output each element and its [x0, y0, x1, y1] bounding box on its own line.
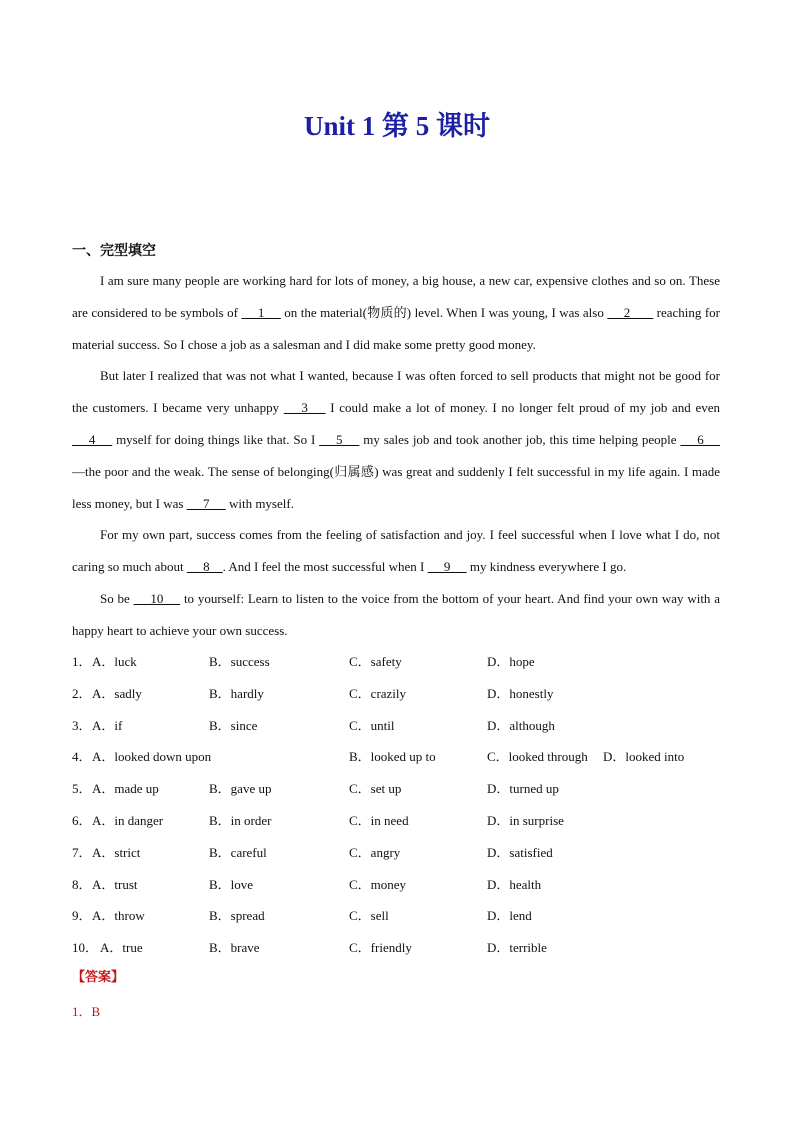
passage-text: reaching for material success. So I chose a job as a salesman and I did make some pretty good money. — [72, 304, 720, 352]
option-a: A．sadly — [92, 685, 142, 701]
passage-text: But later I realized that was not what I wanted, because I was often forced to sell products that might not be good for the customers. I became very unhappy — [72, 368, 720, 416]
option-row-8 — [72, 869, 720, 901]
question-number: 8． — [72, 876, 92, 892]
passage-text: on the material(物质的) level. When I was young, I was also — [280, 304, 608, 320]
option-b: B．gave up — [209, 781, 272, 797]
option-a: A．throw — [92, 908, 145, 924]
passage-text: . And I feel the most successful when I — [222, 559, 428, 575]
answer-item-1: 1．B — [72, 1004, 101, 1019]
option-c: C．crazily — [349, 685, 407, 701]
option-row-9 — [72, 900, 720, 932]
option-row-10 — [72, 932, 720, 964]
blank-10: __10__ — [133, 590, 181, 606]
option-d: D．health — [487, 876, 542, 892]
option-a: A．luck — [92, 654, 137, 669]
option-row-3 — [72, 710, 720, 742]
blank-5: __5__ — [319, 431, 360, 447]
option-c: C．friendly — [349, 940, 412, 956]
paragraph-4 — [72, 583, 720, 647]
question-number: 4． — [72, 749, 92, 765]
option-row-6 — [72, 805, 720, 837]
passage-text: my sales job and took another job, this time helping people — [359, 431, 681, 447]
option-a: A．if — [92, 717, 123, 733]
option-c: C．sell — [349, 908, 389, 924]
option-d: D．hope — [487, 654, 535, 669]
option-d: D．in surprise — [487, 812, 564, 828]
option-c: C．safety — [349, 654, 402, 669]
blank-7: __7__ — [186, 495, 226, 511]
option-b: B．spread — [209, 908, 265, 924]
section-heading: 一、完型填空 — [72, 243, 156, 259]
passage-text: So be — [100, 590, 134, 606]
option-d: D．turned up — [487, 781, 559, 797]
option-c: C．angry — [349, 844, 401, 860]
option-b: B．careful — [209, 844, 267, 860]
question-number: 10． — [72, 940, 99, 956]
option-d: D．honestly — [487, 685, 554, 701]
option-d: D．satisfied — [487, 844, 553, 860]
option-a: A．strict — [92, 844, 141, 860]
option-row-1 — [72, 646, 720, 678]
passage-text: —the poor and the weak. The sense of belonging(归属感) was great and suddenly I felt successful in my life again. I made less money, but I was — [72, 463, 720, 511]
option-c: C．money — [349, 876, 407, 892]
option-row-5 — [72, 773, 720, 805]
option-row-7 — [72, 837, 720, 869]
option-a: A．made up — [92, 781, 159, 797]
option-c: C．looked through — [487, 749, 588, 765]
option-b: B．success — [209, 654, 270, 669]
paragraph-3 — [72, 519, 720, 583]
option-a: A．in danger — [92, 812, 164, 828]
option-b: B．hardly — [209, 685, 264, 701]
blank-8: __8__ — [186, 559, 223, 575]
passage-text: I am sure many people are working hard for lots of money, a big house, a new car, expensive clothes and so on. These are considered to be symbols of — [72, 273, 720, 320]
passage-text: with myself. — [225, 495, 294, 511]
question-number: 6． — [72, 812, 92, 828]
option-b: B．brave — [209, 940, 260, 956]
option-d: D．terrible — [487, 940, 547, 956]
passage-text: For my own part, success comes from the feeling of satisfaction and joy. I feel successful when I love what I do, not caring so much about — [72, 527, 720, 575]
blank-9: __9__ — [427, 559, 467, 575]
question-number: 1． — [72, 654, 92, 669]
blank-6: __6__ — [680, 431, 721, 447]
option-b: B．since — [209, 717, 258, 733]
paragraph-2 — [72, 360, 720, 519]
question-number: 7． — [72, 844, 92, 860]
blank-2: __2___ — [607, 304, 654, 320]
options-list — [72, 646, 720, 964]
passage-text: myself for doing things like that. So I — [112, 431, 320, 447]
option-c: C．until — [349, 717, 395, 733]
option-d: D．looked into — [603, 749, 685, 765]
option-d: D．although — [487, 717, 555, 733]
option-c: C．in need — [349, 812, 409, 828]
answer-heading: 【答案】 — [72, 970, 125, 985]
option-b: B．in order — [209, 812, 272, 828]
question-number: 9． — [72, 908, 92, 924]
blank-3: __3__ — [283, 400, 326, 416]
option-row-2 — [72, 678, 720, 710]
page-title: Unit 1 第 5 课时 — [303, 111, 490, 141]
passage-text: I could make a lot of money. I no longer felt proud of my job and even — [325, 400, 721, 416]
passage-text: my kindness everywhere I go. — [466, 559, 627, 575]
cloze-passage — [72, 265, 720, 647]
option-a: A．true — [100, 940, 143, 956]
question-number: 3． — [72, 717, 92, 733]
blank-4: __4__ — [72, 431, 113, 447]
option-b: B．love — [209, 876, 254, 892]
option-a: A．looked down upon — [92, 749, 212, 765]
blank-1: __1__ — [241, 304, 281, 320]
option-b: B．looked up to — [349, 749, 436, 765]
option-a: A．trust — [92, 876, 138, 892]
question-number: 5． — [72, 781, 92, 797]
option-row-4 — [72, 741, 720, 773]
question-number: 2． — [72, 685, 92, 701]
paragraph-1 — [72, 265, 720, 360]
option-c: C．set up — [349, 781, 402, 797]
option-d: D．lend — [487, 908, 532, 924]
passage-text: to yourself: Learn to listen to the voice from the bottom of your heart. And find your own way with a happy heart to achieve your own success. — [72, 590, 720, 638]
